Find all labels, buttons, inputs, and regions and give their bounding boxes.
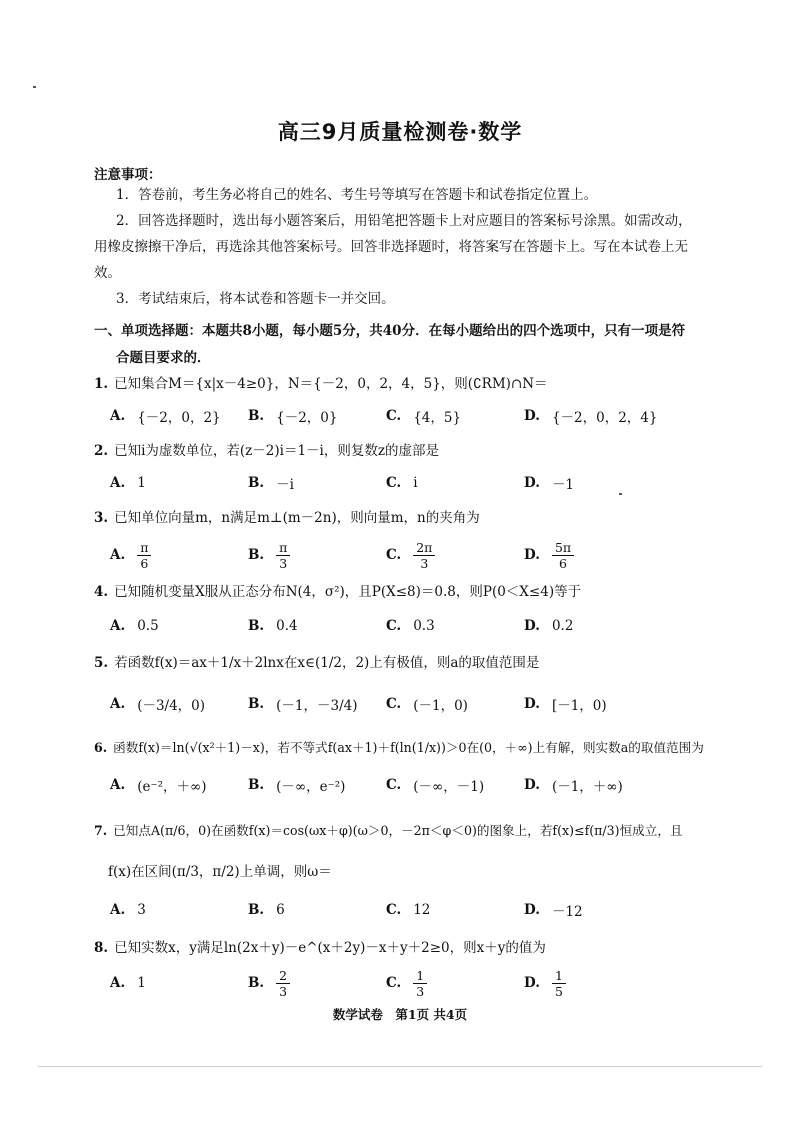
fraction-denominator: 3 bbox=[416, 983, 425, 999]
option-text: {－2，0，2} bbox=[137, 410, 221, 426]
option-b bbox=[248, 606, 298, 646]
question-6 bbox=[94, 737, 704, 759]
fraction-denominator: 6 bbox=[559, 555, 567, 571]
option-d bbox=[524, 765, 623, 805]
option-c bbox=[386, 963, 427, 1003]
question-3 bbox=[94, 507, 704, 529]
question-2 bbox=[94, 440, 704, 462]
option-text: (－∞，－1) bbox=[413, 779, 485, 795]
option-label: D. bbox=[524, 696, 540, 712]
question-stem: 已知i为虚数单位，若(z－2)i＝1－i，则复数z的虚部是 bbox=[114, 443, 439, 459]
question-stem: 函数f(x)＝ln(√(x²＋1)－x)，若不等式f(ax＋1)＋f(ln(1/x))＞0在(0，＋∞)上有解，则实数a的取值范围为 bbox=[113, 740, 704, 755]
option-text: 1 bbox=[137, 475, 146, 491]
option-c bbox=[386, 765, 484, 805]
option-label: D. bbox=[524, 902, 540, 918]
option-label: D. bbox=[524, 475, 540, 491]
notice-block bbox=[94, 182, 700, 312]
option-label: C. bbox=[386, 618, 402, 634]
option-c bbox=[386, 535, 435, 575]
question-number: 7. bbox=[94, 823, 108, 838]
question-stem: 已知集合M＝{x|x－4≥0}，N＝{－2，0，2，4，5}，则(∁RM)∩N＝ bbox=[114, 376, 548, 392]
question-stem: 已知随机变量X服从正态分布N(4，σ²)，且P(X≤8)＝0.8，则P(0＜X≤4)等于 bbox=[114, 584, 582, 600]
option-label: C. bbox=[386, 696, 402, 712]
option-a bbox=[110, 684, 205, 724]
option-b bbox=[248, 963, 290, 1003]
section-heading bbox=[94, 318, 704, 372]
option-c bbox=[386, 606, 435, 646]
fraction-numerator: π bbox=[276, 540, 290, 556]
option-text: 3 bbox=[137, 902, 146, 918]
option-text: 0.4 bbox=[276, 618, 298, 634]
option-label: B. bbox=[248, 547, 265, 563]
question-4-options bbox=[110, 606, 710, 646]
question-number: 4. bbox=[94, 584, 109, 600]
option-text: [－1，0) bbox=[551, 698, 607, 714]
option-label: A. bbox=[110, 777, 126, 793]
question-number: 3. bbox=[94, 510, 109, 526]
question-1-options bbox=[110, 396, 710, 436]
option-text: (－3/4，0) bbox=[137, 698, 206, 714]
question-number: 2. bbox=[94, 443, 109, 459]
notice-heading: 注意事项： bbox=[94, 167, 162, 183]
section-heading-line-1: 一、单项选择题：本题共8小题，每小题5分，共40分．在每小题给出的四个选项中，只有一项是符 bbox=[94, 323, 686, 339]
option-b bbox=[248, 890, 285, 930]
notice-item-2-line-2: 用橡皮擦擦干净后，再选涂其他答案标号。回答非选择题时，将答案写在答题卡上。写在本试卷上无 bbox=[94, 239, 688, 255]
question-2-options bbox=[110, 463, 710, 503]
fraction-numerator: 1 bbox=[413, 968, 427, 984]
option-text: {－2，0，2，4} bbox=[551, 410, 658, 426]
fraction-denominator: 3 bbox=[279, 983, 288, 999]
option-a bbox=[110, 463, 146, 503]
option-d bbox=[524, 890, 583, 930]
option-text: (－1，＋∞) bbox=[551, 779, 623, 795]
option-label: B. bbox=[248, 475, 265, 491]
option-a bbox=[110, 765, 207, 805]
question-stem: 若函数f(x)＝ax＋1/x＋2lnx在x∈(1/2，2)上有极值，则a的取值范围是 bbox=[114, 655, 540, 671]
option-text: {－2，0} bbox=[276, 410, 338, 426]
option-label: A. bbox=[110, 547, 126, 563]
option-b bbox=[248, 396, 337, 436]
option-label: B. bbox=[248, 408, 265, 424]
option-d bbox=[524, 535, 574, 575]
option-label: C. bbox=[386, 408, 402, 424]
option-label: A. bbox=[110, 902, 126, 918]
option-b bbox=[248, 463, 294, 503]
question-1 bbox=[94, 373, 704, 395]
option-d bbox=[524, 396, 657, 436]
option-text: －i bbox=[276, 477, 294, 493]
option-text: (－1，－3/4) bbox=[276, 698, 358, 714]
option-label: A. bbox=[110, 475, 126, 491]
option-d bbox=[524, 684, 607, 724]
notice-item-3: 3．考试结束后，将本试卷和答题卡一并交回。 bbox=[116, 291, 395, 307]
question-4 bbox=[94, 581, 704, 603]
question-5-options bbox=[110, 684, 710, 724]
option-text: 1 bbox=[137, 975, 146, 991]
question-number: 5. bbox=[94, 655, 109, 671]
option-a bbox=[110, 606, 159, 646]
option-label: C. bbox=[386, 777, 402, 793]
option-c bbox=[386, 396, 461, 436]
option-label: B. bbox=[248, 696, 265, 712]
option-b bbox=[248, 684, 357, 724]
option-b bbox=[248, 765, 345, 805]
option-c bbox=[386, 463, 418, 503]
fraction-numerator: 1 bbox=[552, 968, 566, 984]
question-3-options bbox=[110, 535, 710, 575]
fraction-denominator: 3 bbox=[420, 555, 429, 571]
notice-item-2-line-3: 效。 bbox=[94, 265, 121, 281]
option-label: C. bbox=[386, 975, 402, 991]
option-text: 0.3 bbox=[413, 618, 435, 634]
option-text: 12 bbox=[413, 902, 431, 918]
section-heading-line-2: 合题目要求的． bbox=[116, 350, 211, 366]
option-label: A. bbox=[110, 975, 126, 991]
option-label: B. bbox=[248, 975, 265, 991]
option-fraction bbox=[552, 540, 574, 571]
option-label: D. bbox=[524, 618, 540, 634]
question-5 bbox=[94, 652, 704, 674]
option-fraction bbox=[552, 968, 566, 999]
question-stem: 已知实数x，y满足ln(2x＋y)－e^(x＋2y)－x＋y＋2≥0，则x＋y的值为 bbox=[114, 940, 546, 956]
option-fraction bbox=[276, 540, 290, 571]
option-d bbox=[524, 963, 566, 1003]
option-label: B. bbox=[248, 618, 265, 634]
fraction-numerator: 5π bbox=[552, 540, 574, 556]
question-stem: 已知单位向量m，n满足m⊥(m－2n)，则向量m，n的夹角为 bbox=[114, 510, 480, 526]
question-stem-line-2: f(x)在区间(π/3，π/2)上单调，则ω＝ bbox=[108, 864, 332, 880]
option-label: D. bbox=[524, 975, 540, 991]
option-label: D. bbox=[524, 408, 540, 424]
question-number: 8. bbox=[94, 940, 109, 956]
option-a bbox=[110, 396, 221, 436]
option-label: B. bbox=[248, 777, 265, 793]
option-d bbox=[524, 606, 573, 646]
notice-item-1: 1．答卷前，考生务必将自己的姓名、考生号等填写在答题卡和试卷指定位置上。 bbox=[116, 187, 598, 203]
option-d bbox=[524, 463, 574, 503]
option-label: A. bbox=[110, 408, 126, 424]
fraction-denominator: 6 bbox=[140, 555, 149, 571]
option-fraction bbox=[413, 540, 435, 571]
option-a bbox=[110, 890, 146, 930]
page-title: 高三9月质量检测卷·数学 bbox=[277, 120, 523, 144]
option-text: (e⁻²，＋∞) bbox=[137, 779, 207, 795]
question-7-options bbox=[110, 890, 710, 930]
scan-speck bbox=[619, 493, 622, 495]
fraction-numerator: 2 bbox=[276, 968, 290, 984]
option-fraction bbox=[413, 968, 427, 999]
option-a bbox=[110, 963, 146, 1003]
scan-speck bbox=[33, 86, 36, 88]
question-7 bbox=[94, 820, 704, 842]
option-text: 0.5 bbox=[137, 618, 159, 634]
option-label: C. bbox=[386, 902, 402, 918]
option-label: D. bbox=[524, 777, 540, 793]
question-8 bbox=[94, 937, 704, 959]
option-text: (－1，0) bbox=[413, 698, 468, 714]
notice-item-2-line-1: 2．回答选择题时，选出每小题答案后，用铅笔把答题卡上对应题目的答案标号涂黑。如需改动， bbox=[116, 213, 692, 229]
question-number: 6. bbox=[94, 740, 108, 755]
option-text: i bbox=[413, 475, 418, 491]
option-c bbox=[386, 684, 468, 724]
fraction-denominator: 5 bbox=[554, 983, 563, 999]
option-a bbox=[110, 535, 151, 575]
option-text: {4，5} bbox=[413, 410, 462, 426]
question-7-line-2 bbox=[108, 861, 718, 883]
option-label: C. bbox=[386, 547, 402, 563]
fraction-numerator: π bbox=[137, 540, 151, 556]
fraction-numerator: 2π bbox=[413, 540, 435, 556]
question-8-options bbox=[110, 963, 710, 1003]
option-label: A. bbox=[110, 696, 126, 712]
option-text: (－∞，e⁻²) bbox=[276, 779, 346, 795]
option-text: －12 bbox=[551, 904, 583, 920]
option-text: 0.2 bbox=[551, 618, 574, 634]
option-c bbox=[386, 890, 430, 930]
option-label: A. bbox=[110, 618, 126, 634]
option-label: D. bbox=[524, 547, 540, 563]
scan-edge-line bbox=[38, 1066, 762, 1067]
page-footer: 数学试卷 第1页 共4页 bbox=[332, 1007, 468, 1022]
option-b bbox=[248, 535, 290, 575]
option-fraction bbox=[137, 540, 151, 571]
option-text: 6 bbox=[276, 902, 285, 918]
option-label: B. bbox=[248, 902, 265, 918]
question-6-options bbox=[110, 765, 710, 805]
question-number: 1. bbox=[94, 376, 109, 392]
question-stem-line-1: 已知点A(π/6，0)在函数f(x)＝cos(ωx＋φ)(ω＞0，－2π＜φ＜0)的图象上，若f(x)≤f(π/3)恒成立，且 bbox=[113, 823, 683, 838]
option-fraction bbox=[276, 968, 290, 999]
option-text: －1 bbox=[551, 477, 575, 493]
fraction-denominator: 3 bbox=[279, 555, 288, 571]
option-label: C. bbox=[386, 475, 402, 491]
